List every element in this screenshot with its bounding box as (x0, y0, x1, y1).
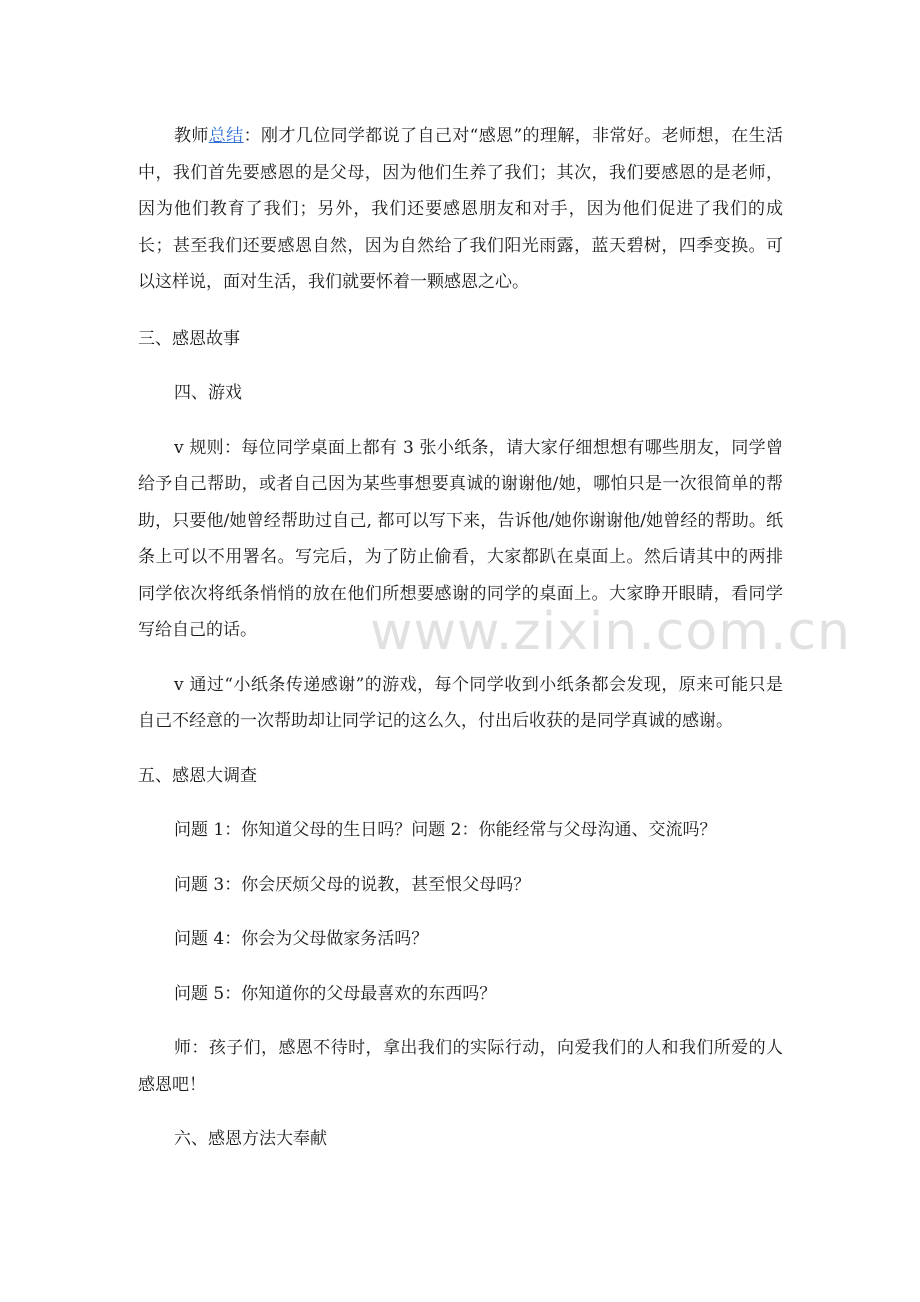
survey-question: 问题 5：你知道你的父母最喜欢的东西吗？ (174, 983, 497, 1004)
document-body (138, 118, 783, 1158)
paragraph-body: ：刚才几位同学都说了自己对“感恩”的理解，非常好。老师想，在生活中，我们首先要感恩的是父母，因为他们生养了我们；其次，我们要感恩的是老师，因为他们教育了我们；另外，我们还要感恩朋友和对手，因为他们促进了我们的成长；甚至我们还要感恩自然，因为自然给了我们阳光雨露，蓝天碧树，四季变换。可以这样说，面对生活，我们就要怀着一颗感恩之心。 (138, 126, 783, 292)
survey-question: 问题 1：你知道父母的生日吗？问题 2：你能经常与父母沟通、交流吗？ (174, 820, 717, 840)
game-rules-paragraph: v 规则：每位同学桌面上都有 3 张小纸条，请大家仔细想想有哪些朋友，同学曾给予自己帮助，或者自己因为某些事想要真诚的谢谢他/她，哪怕只是一次很简单的帮助，只要他/她曾经帮助过自己, 都可以写下来，告诉他/她你谢谢他/她曾经的帮助。纸条上可以不用署名。写完后，为了防止偷看，大家都趴在桌面上。然后请其中的两排同学依次将纸条悄悄的放在他们所想要感谢的同学的桌面上。大家睁开眼睛，看同学写给自己的话。 (138, 437, 783, 640)
watermark: www.zixin.com.cn (370, 602, 851, 662)
section-heading-3: 三、感恩故事 (138, 328, 240, 349)
teacher-closing-paragraph: 师：孩子们，感恩不待时，拿出我们的实际行动，向爱我们的人和我们所爱的人感恩吧！ (138, 1038, 783, 1095)
section-heading-6: 六、感恩方法大奉献 (174, 1129, 327, 1149)
survey-question: 问题 3：你会厌烦父母的说教，甚至恨父母吗？ (174, 874, 531, 895)
section-heading-5: 五、感恩大调查 (138, 765, 257, 786)
survey-question: 问题 4：你会为父母做家务活吗？ (174, 929, 429, 949)
summary-link[interactable]: 总结 (208, 126, 244, 146)
teacher-summary-paragraph (138, 118, 783, 301)
game-summary-paragraph: v 通过“小纸条传递感谢”的游戏，每个同学收到小纸条都会发现，原来可能只是自己不经意的一次帮助却让同学记的这么久，付出后收获的是同学真诚的感谢。 (138, 674, 783, 731)
paragraph-prefix: 教师 (174, 126, 209, 146)
section-heading-4: 四、游戏 (174, 383, 242, 403)
